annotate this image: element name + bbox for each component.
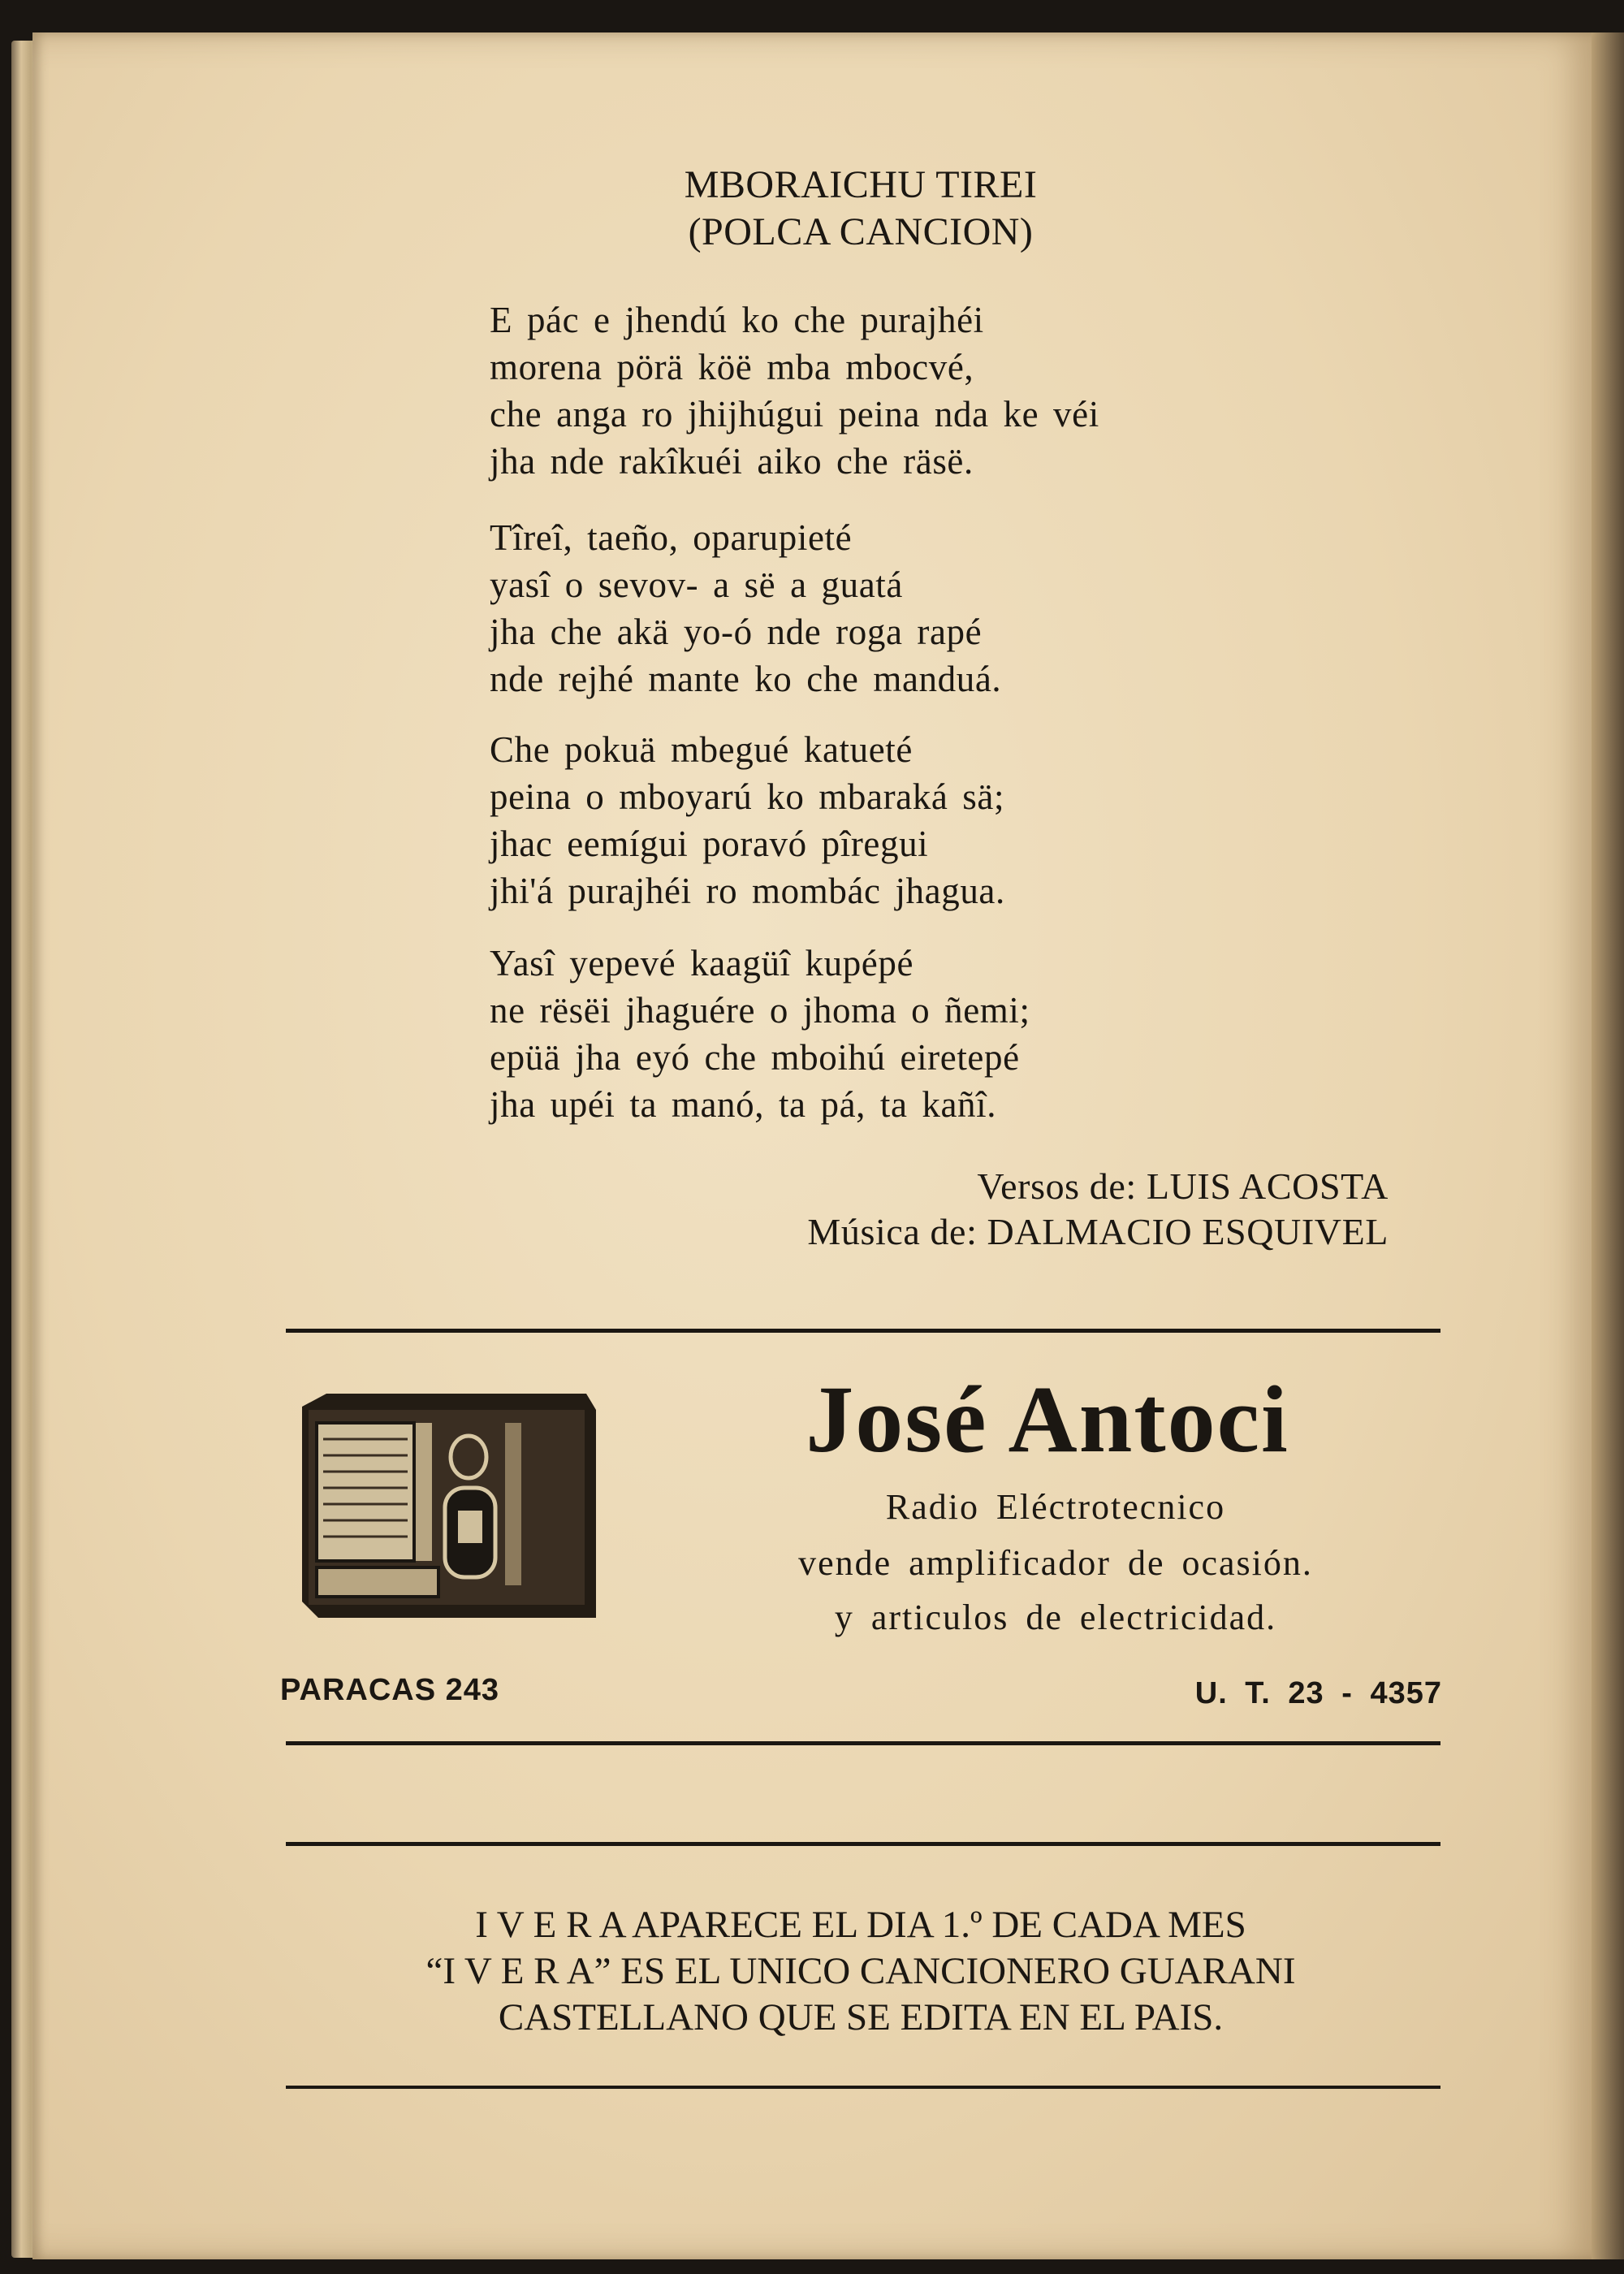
verse-line: jha che akä yo-ó nde roga rapé	[490, 612, 983, 652]
page-gutter	[1592, 32, 1624, 2259]
ad-line: vende amplificador de ocasión.	[798, 1543, 1313, 1583]
verses-credit: Versos de: LUIS ACOSTA	[977, 1165, 1389, 1207]
notice-line: “I V E R A” ES EL UNICO CANCIONERO GUARANI	[425, 1950, 1296, 1992]
stanza-1	[490, 296, 1099, 485]
song-subtitle: (POLCA CANCION)	[688, 210, 1034, 253]
divider	[286, 2086, 1440, 2089]
divider	[286, 1329, 1440, 1333]
verse-line: Che pokuä mbegué katueté	[490, 729, 913, 770]
song-title: MBORAICHU TIREI	[684, 163, 1038, 206]
notice-line: CASTELLANO QUE SE EDITA EN EL PAIS.	[498, 1996, 1224, 2038]
verse-line: jha upéi ta manó, ta pá, ta kañî.	[490, 1084, 997, 1125]
advertiser-name: José Antoci	[806, 1366, 1289, 1472]
verse-line: Tîreî, taeño, oparupieté	[490, 517, 853, 558]
verse-line: ne rësëi jhaguére o jhoma o ñemi;	[490, 990, 1030, 1031]
verse-line: epüä jha eyó che mboihú eiretepé	[490, 1037, 1020, 1078]
ad-line: y articulos de electricidad.	[834, 1597, 1277, 1637]
stanza-2	[490, 514, 1001, 703]
music-credit: Música de: DALMACIO ESQUIVEL	[807, 1211, 1389, 1252]
radio-illustration	[294, 1390, 599, 1626]
verse-line: yasî o sevov- a së a guatá	[490, 564, 903, 605]
divider	[286, 1842, 1440, 1846]
verse-line: morena pörä köë mba mbocvé,	[490, 347, 974, 387]
ad-address: PARACAS 243	[280, 1673, 500, 1707]
ad-line: Radio Eléctrotecnico	[885, 1487, 1226, 1527]
stanza-3	[490, 726, 1005, 914]
verse-line: E pác e jhendú ko che purajhéi	[490, 300, 984, 340]
ad-phone: U. T. 23 - 4357	[1194, 1676, 1442, 1710]
verse-line: nde rejhé mante ko che manduá.	[490, 659, 1002, 699]
stanza-4	[490, 940, 1030, 1128]
divider	[286, 1741, 1440, 1745]
verse-line: peina o mboyarú ko mbaraká sä;	[490, 776, 1005, 817]
verse-line: jhac eemígui poravó pîregui	[490, 824, 929, 864]
verse-line: Yasî yepevé kaagüî kupépé	[490, 943, 914, 984]
verse-line: jhi'á purajhéi ro mombác jhagua.	[490, 871, 1005, 911]
verse-line: che anga ro jhijhúgui peina nda ke véi	[490, 394, 1099, 434]
verse-line: jha nde rakîkuéi aiko che räsë.	[490, 441, 974, 482]
notice-line: I V E R A APARECE EL DIA 1.º DE CADA MES	[475, 1904, 1246, 1946]
